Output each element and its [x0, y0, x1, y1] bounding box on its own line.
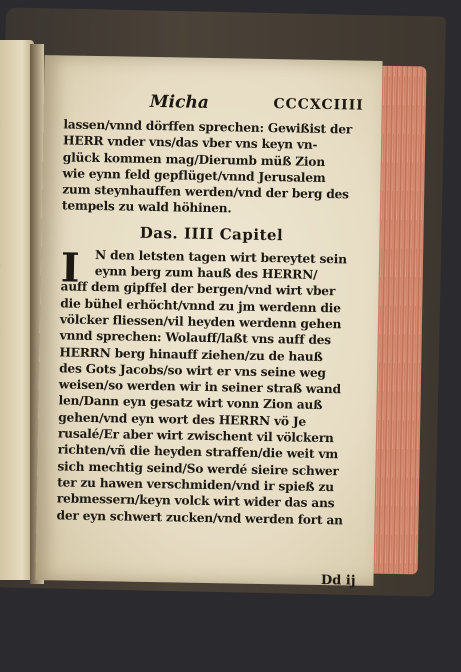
- text-line: wie eynn feld gepflüget/vnnd Jerusalem: [62, 166, 326, 185]
- running-title: Micha: [149, 91, 209, 113]
- left-fragment: [0, 534, 24, 545]
- text-line: HERR vnder vns/das vber vns keyn vn-: [62, 133, 318, 153]
- left-page: [0, 40, 34, 580]
- page-header: [64, 90, 364, 121]
- text-line: rebmessern/keyn volck wirt wider das ans: [56, 491, 335, 511]
- text-line: eynn berg zum hauß des HERRN/: [94, 264, 318, 282]
- text-line: HERRN berg hinauff ziehen/zu de hauß: [59, 344, 323, 364]
- left-fragment: [0, 189, 24, 200]
- chapter-heading: Das. IIII Capitel: [139, 223, 284, 245]
- signature-mark: Dd ij: [320, 572, 356, 589]
- left-fragment: [0, 465, 24, 476]
- text-line: N den letsten tagen wirt bereytet sein: [95, 247, 347, 267]
- left-fragment: [0, 258, 24, 269]
- left-fragment: [0, 327, 24, 338]
- text-line: vnnd sprechen: Wolauff/laßt vns auff des: [59, 328, 332, 348]
- text-line: weisen/so werden wir in seiner straß wand: [58, 377, 341, 397]
- text-line: gehen/vnd eyn wort des HERRN vö Je: [58, 410, 307, 429]
- right-page: [35, 55, 382, 589]
- text-line: sich mechtig seind/So werdé sieire schwer: [57, 459, 339, 478]
- folio-number: CCCXCIIII: [273, 96, 364, 114]
- text-line: lassen/vnnd dörffen sprechen: Gewißist der: [63, 117, 353, 137]
- text-line: len/Dann eyn gesatz wirt vonn Zion auß: [58, 393, 323, 413]
- left-page-fragments: [0, 120, 24, 672]
- text-line: des Gots Jacobs/so wirt er vns seine weg: [59, 361, 326, 380]
- text-line: völcker fliessen/vil heyden werdenn gehen: [59, 312, 342, 332]
- text-line: auff dem gipffel der bergen/vnd wirt vber: [60, 279, 336, 299]
- text-line: die bühel erhöcht/vnnd zu jm werdenn die: [60, 296, 341, 315]
- text-line: richten/vñ die heyden straffen/die weit vm: [57, 442, 339, 462]
- page-text: [56, 90, 364, 589]
- drop-initial: I: [60, 244, 81, 292]
- text-line: rusalé/Er aber wirt zwischent vil völckern: [57, 426, 334, 446]
- left-fragment: [0, 396, 24, 407]
- text-line: der eyn schwert zucken/vnd werden fort an: [56, 507, 343, 527]
- left-fragment: [0, 603, 24, 614]
- chapter-body: [56, 246, 361, 528]
- text-line: zum steynhauffen werden/vnd der berg des: [62, 182, 349, 202]
- text-line: tempels zu wald höhinen.: [61, 198, 232, 216]
- left-fragment: [0, 120, 24, 131]
- text-line: ter zu hawen verschmiden/vnd ir spieß zu: [57, 475, 334, 495]
- text-line: glück kommen mag/Dierumb müß Zion: [62, 150, 326, 169]
